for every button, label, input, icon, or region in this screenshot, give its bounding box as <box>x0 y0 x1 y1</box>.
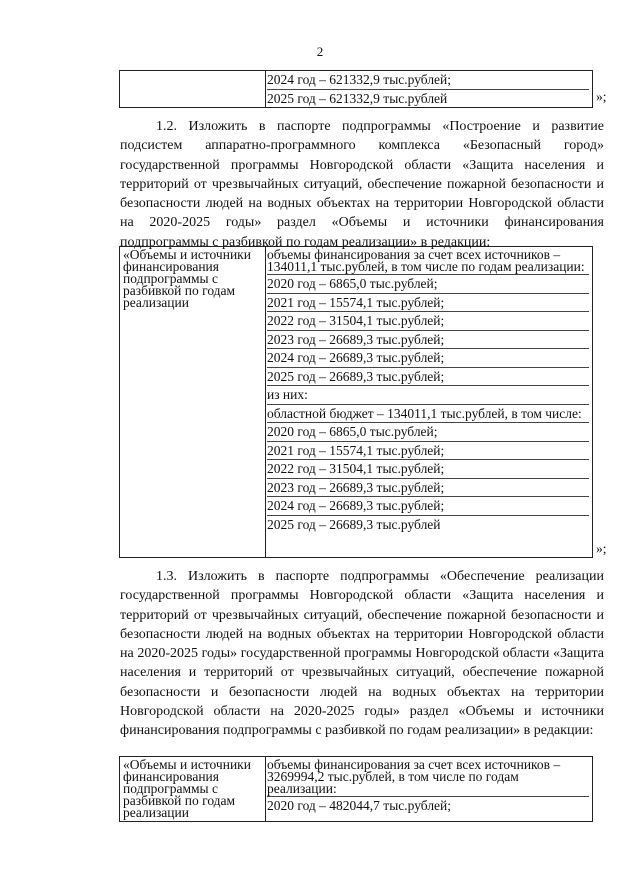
funding-table-values-cell <box>264 247 592 557</box>
table-row: 2020 год – 6865,0 тыс.рублей; <box>267 275 589 294</box>
table-row: 2024 год – 621332,9 тыс.рублей; <box>267 71 589 90</box>
table-row: 2022 год – 31504,1 тыс.рублей; <box>267 312 589 331</box>
table-row: 2025 год – 26689,3 тыс.рублей; <box>267 368 589 387</box>
table-row: 2025 год – 26689,3 тыс.рублей <box>267 516 441 532</box>
table-1-2-closing-quote: »; <box>596 541 607 556</box>
paragraph-1-2: 1.2. Изложить в паспорте подпрограммы «Построение и развитие подсистем аппаратно-программного комплекса «Безопасный город» государственной программы Новгородской области «Защита населения и территорий от чрезвычайных ситуаций, обеспечение пожарной безопасности и безопасности людей на водных объектах на территории Новгородской области на 2020-2025 годы» раздел «Объемы и источники финансирования подпрограммы с разбивкой по годам реализации» в редакции: <box>120 119 604 250</box>
paragraph-1-3: 1.3. Изложить в паспорте подпрограммы «Обеспечение реализации государственной программы Новгородской области «Защита населения и территорий от чрезвычайных ситуаций, обеспечение пожарной безопасности и безопасности людей на водных объектах на территории Новгородской области на 2020-2025 годы» государственной программы Новгородской области «Защита населения и территорий от чрезвычайных ситуаций, обеспечение пожарной безопасности и безопасности людей на водных объектах на территории Новгородской области на 2020-2025 годы» раздел «Объемы и источники финансирования подпрограммы с разбивкой по годам реализации» в редакции: <box>120 569 604 739</box>
table-row: 2021 год – 15574,1 тыс.рублей; <box>267 442 589 461</box>
top-table-closing-quote: »; <box>596 89 607 104</box>
funding-table-label-cell <box>120 757 266 821</box>
table-row: 2023 год – 26689,3 тыс.рублей; <box>267 331 589 350</box>
table-row: 2023 год – 26689,3 тыс.рублей; <box>267 479 589 498</box>
funding-table-1-3 <box>119 756 593 822</box>
funding-table-1-2 <box>119 246 593 558</box>
table-row: 2024 год – 26689,3 тыс.рублей; <box>267 497 589 516</box>
table-row: из них: <box>267 386 589 405</box>
funding-table-label: «Объемы и источники финансирования подпрограммы с разбивкой по годам реализации <box>123 757 251 820</box>
table-row: 2020 год – 6865,0 тыс.рублей; <box>267 423 589 442</box>
top-table <box>119 70 593 108</box>
funding-table-label-cell <box>120 247 266 557</box>
top-table-left-cell <box>120 71 266 107</box>
table-row: 2022 год – 31504,1 тыс.рублей; <box>267 460 589 479</box>
funding-table-label: «Объемы и источники финансирования подпрограммы с разбивкой по годам реализации <box>123 247 251 310</box>
table-row: 2021 год – 15574,1 тыс.рублей; <box>267 294 589 313</box>
top-table-right-cell <box>264 71 592 107</box>
table-row: областной бюджет – 134011,1 тыс.рублей, в том числе: <box>267 405 589 424</box>
page-number: 2 <box>316 44 324 59</box>
table-row: 2025 год – 621332,9 тыс.рублей <box>267 90 448 106</box>
table-row: 2020 год – 482044,7 тыс.рублей; <box>267 798 452 813</box>
table-row: объемы финансирования за счет всех источников – 134011,1 тыс.рублей, в том числе по годам реализации: <box>267 247 589 275</box>
table-row: объемы финансирования за счет всех источников – 3269994,2 тыс.рублей, в том числе по годам реализации: <box>267 757 589 797</box>
table-row: 2024 год – 26689,3 тыс.рублей; <box>267 349 589 368</box>
funding-table-values-cell <box>264 757 592 821</box>
